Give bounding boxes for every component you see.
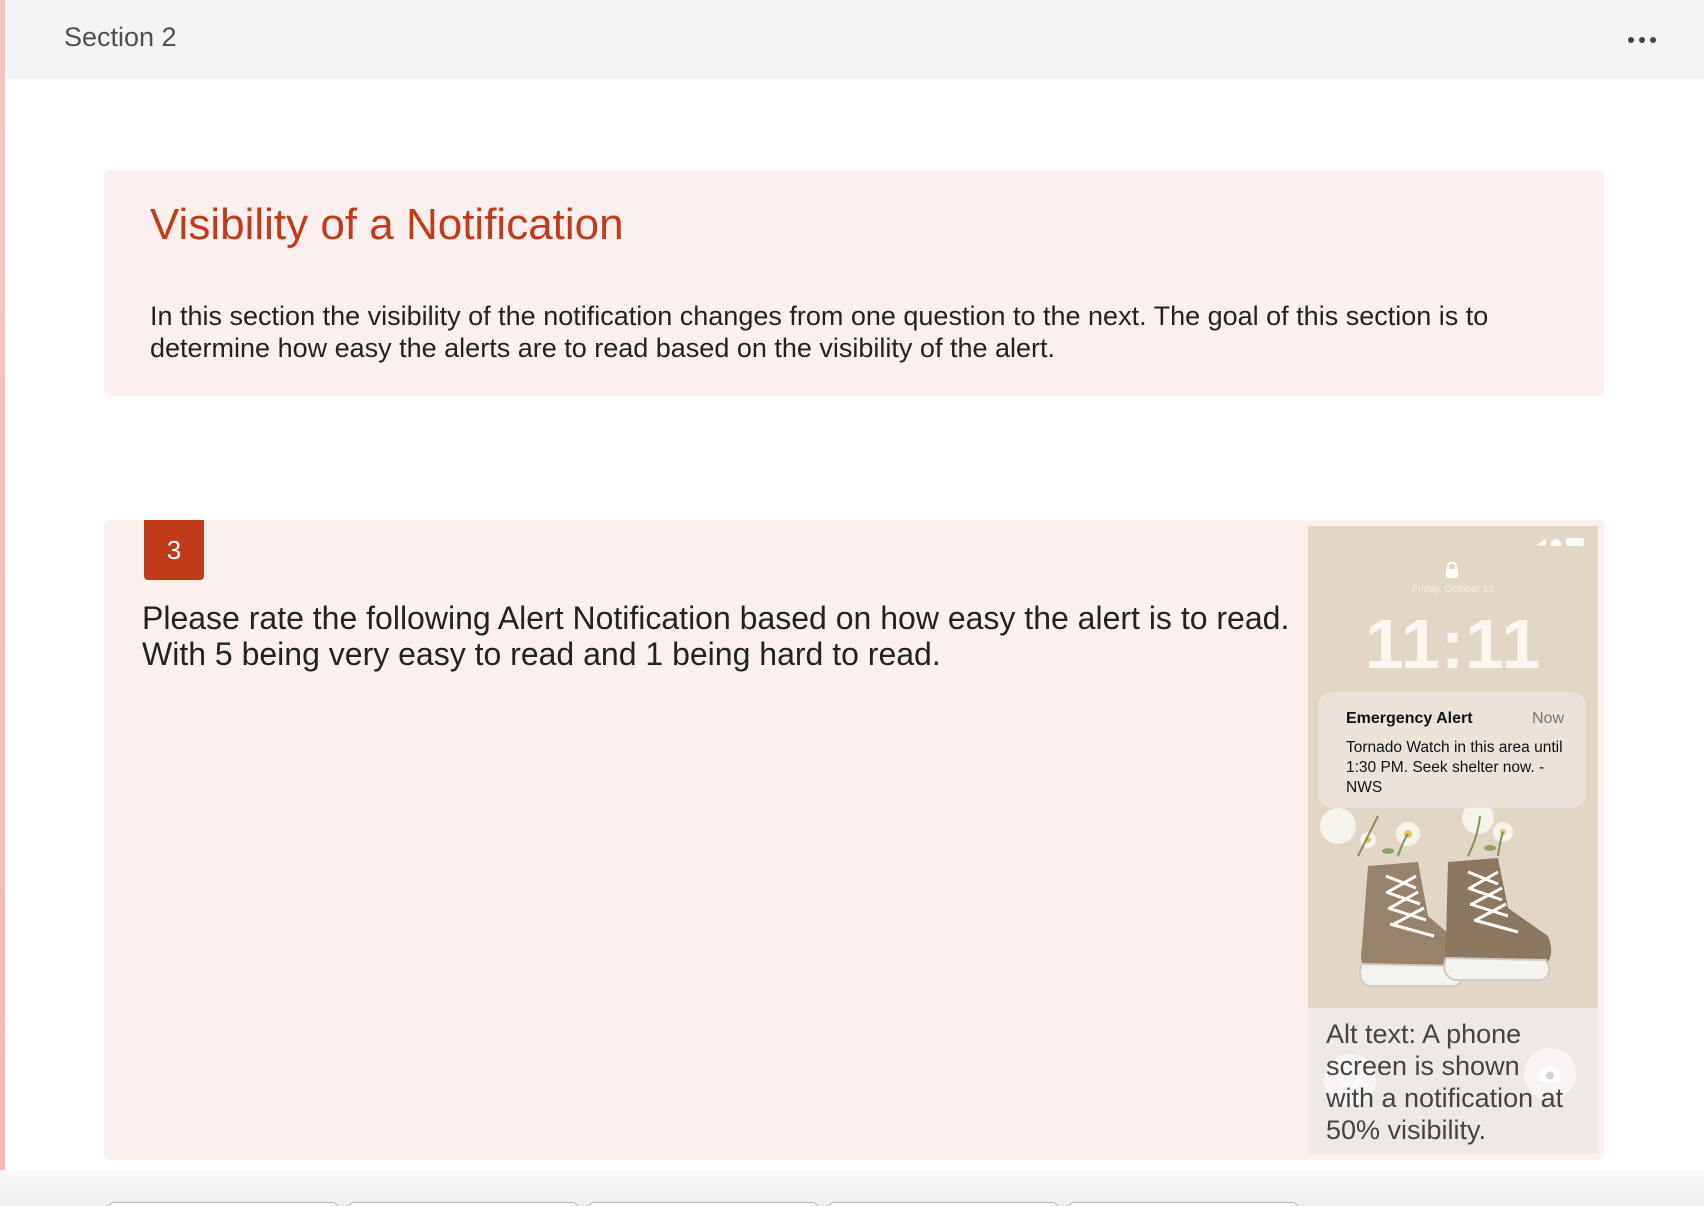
question-text: Please rate the following Alert Notification based on how easy the alert is to read. With 5 being very easy to read and 1 being hard to read. xyxy=(142,600,1290,672)
bottom-option-tab[interactable] xyxy=(588,1202,818,1206)
question-card[interactable] xyxy=(104,520,1604,1160)
lock-screen-time: 11:11 xyxy=(1364,605,1542,683)
lock-screen-date: Friday, October 12 xyxy=(1411,584,1495,595)
section-header-card xyxy=(104,170,1604,396)
question-image xyxy=(1308,526,1598,1154)
bottom-option-tab[interactable] xyxy=(348,1202,578,1206)
notification-time: Now xyxy=(1531,710,1564,727)
more-horizontal-icon xyxy=(1628,37,1634,43)
wifi-icon xyxy=(1551,539,1561,546)
bottom-option-tab[interactable] xyxy=(1068,1202,1298,1206)
emergency-alert-notification xyxy=(1318,692,1586,808)
notification-body: Tornado Watch in this area until 1:30 PM. Seek shelter now. - NWS xyxy=(1346,739,1563,796)
left-accent-bar xyxy=(0,0,5,1206)
section-title: Visibility of a Notification xyxy=(150,200,624,249)
status-bar-icons xyxy=(1536,538,1584,546)
signal-icon xyxy=(1536,539,1546,546)
bottom-option-tab[interactable] xyxy=(828,1202,1058,1206)
battery-icon xyxy=(1566,538,1584,546)
image-alt-text: Alt text: A phone screen is shown with a notification at 50% visibility. xyxy=(1326,1019,1564,1145)
more-options-button[interactable] xyxy=(1620,25,1664,55)
phone-lock-screen xyxy=(1308,526,1598,1008)
top-bar xyxy=(5,0,1704,79)
notification-title: Emergency Alert xyxy=(1346,710,1473,727)
question-number-badge: 3 xyxy=(144,520,204,580)
sneakers-flowers-wallpaper xyxy=(1308,796,1598,1008)
lock-icon xyxy=(1445,562,1459,578)
bottom-option-tab[interactable] xyxy=(108,1202,338,1206)
bottom-bar xyxy=(0,1170,1704,1206)
section-label: Section 2 xyxy=(64,22,177,52)
section-description: In this section the visibility of the notification changes from one question to the next. The goal of this section is to determine how easy the alerts are to read based on the visibility of the alert. xyxy=(150,301,1489,363)
